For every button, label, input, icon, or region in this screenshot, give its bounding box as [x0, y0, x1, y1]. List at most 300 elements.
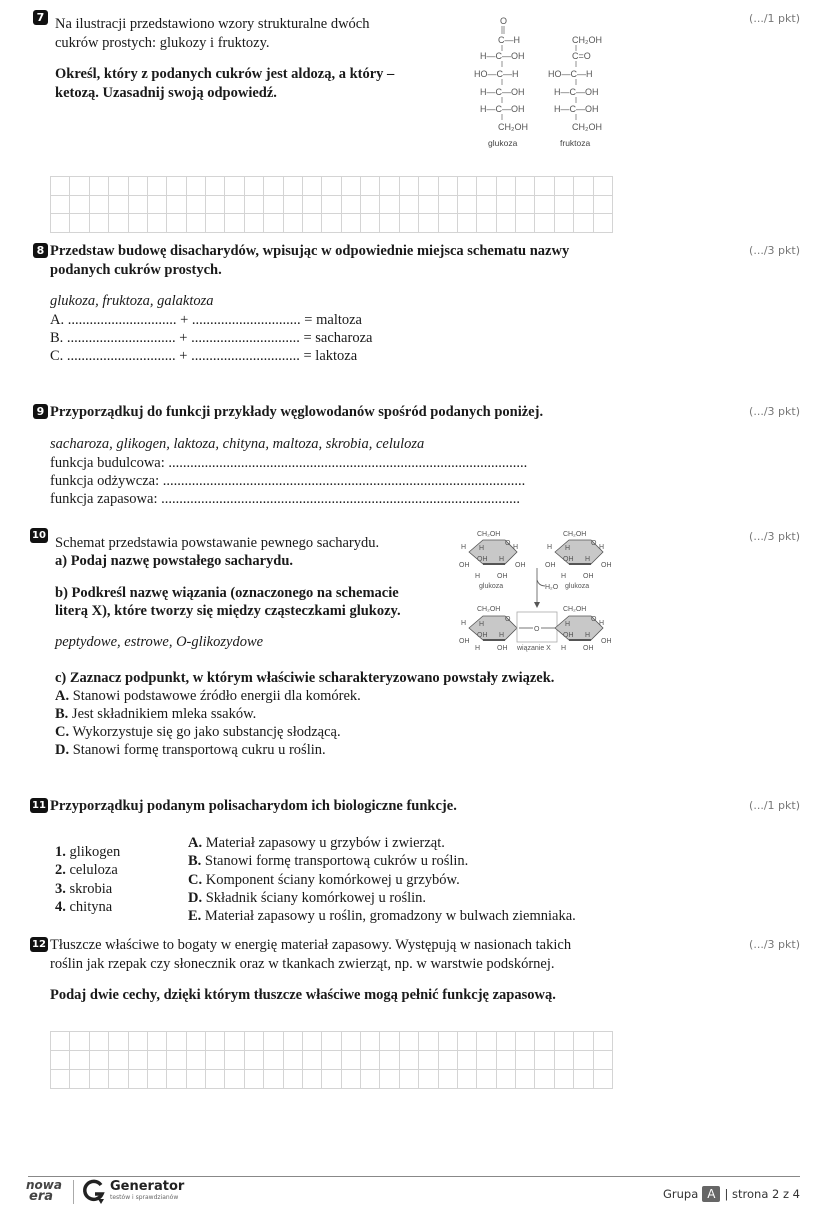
grid-cell[interactable] [458, 214, 477, 233]
grid-cell[interactable] [245, 1051, 264, 1070]
svg-text:OH: OH [459, 638, 470, 645]
grid-cell[interactable] [400, 177, 419, 196]
grid-cell[interactable] [322, 1051, 341, 1070]
grid-cell[interactable] [284, 1051, 303, 1070]
grid-cell[interactable] [497, 177, 516, 196]
answer-option-b[interactable]: B. Jest składnikiem mleka ssaków. [55, 706, 257, 722]
grid-cell[interactable] [109, 1032, 128, 1051]
svg-text:CH₂OH: CH₂OH [477, 531, 501, 538]
points-label: (.../3 pkt) [749, 244, 800, 257]
question-task-a: a) Podaj nazwę powstałego sacharydu. [55, 553, 294, 569]
grid-cell[interactable] [206, 1032, 225, 1051]
svg-text:O: O [591, 616, 597, 623]
fill-row-c[interactable]: C. .............................. + .............................. = laktoza [50, 348, 358, 364]
grid-cell[interactable] [129, 214, 148, 233]
generator-logo-icon [82, 1179, 106, 1205]
answer-grid[interactable] [50, 1031, 613, 1089]
svg-text:OH: OH [583, 573, 594, 580]
grid-cell[interactable] [51, 214, 70, 233]
grid-cell[interactable] [245, 1070, 264, 1089]
svg-text:glukoza: glukoza [479, 583, 504, 590]
grid-cell[interactable] [535, 214, 554, 233]
svg-text:H: H [499, 556, 505, 563]
svg-text:OH: OH [545, 562, 556, 569]
grid-cell[interactable] [516, 1070, 535, 1089]
function-item: E. Materiał zapasowy u roślin, gromadzony w bulwach ziemniaka. [188, 908, 576, 924]
grid-cell[interactable] [129, 1070, 148, 1089]
svg-text:CH₂OH: CH₂OH [572, 122, 602, 132]
grid-cell[interactable] [497, 1051, 516, 1070]
grid-cell[interactable] [380, 214, 399, 233]
grid-cell[interactable] [264, 1070, 283, 1089]
svg-text:O: O [591, 540, 597, 547]
grid-cell[interactable] [361, 1051, 380, 1070]
grid-cell[interactable] [129, 177, 148, 196]
grid-cell[interactable] [109, 177, 128, 196]
question-task: Przyporządkuj podanym polisacharydom ich biologiczne funkcje. [50, 798, 457, 814]
svg-text:H: H [585, 632, 591, 639]
question-number-badge: 9 [33, 404, 48, 419]
grid-cell[interactable] [516, 196, 535, 215]
svg-text:CH₂OH: CH₂OH [572, 35, 602, 45]
grid-cell[interactable] [342, 214, 361, 233]
grid-cell[interactable] [284, 214, 303, 233]
svg-text:H: H [513, 544, 519, 551]
grid-cell[interactable] [594, 1070, 613, 1089]
svg-text:H: H [565, 621, 571, 628]
grid-cell[interactable] [51, 1051, 70, 1070]
svg-text:H—C—OH: H—C—OH [554, 104, 599, 114]
grid-cell[interactable] [70, 1070, 89, 1089]
blank[interactable]: .............................. [66, 330, 176, 346]
svg-text:fruktoza: fruktoza [560, 138, 591, 148]
blank[interactable]: .............................. [66, 348, 176, 364]
grid-cell[interactable] [322, 1032, 341, 1051]
grid-cell[interactable] [206, 214, 225, 233]
blank[interactable]: .............................. [67, 312, 177, 328]
question-intro: roślin jak rzepak czy słonecznik oraz w tkankach zwierząt, np. w warstwie podskórnej. [50, 956, 555, 972]
question-task: Określ, który z podanych cukrów jest aldozą, a który – [55, 66, 395, 82]
grid-cell[interactable] [400, 1032, 419, 1051]
grid-cell[interactable] [284, 196, 303, 215]
grid-cell[interactable] [342, 1070, 361, 1089]
grid-cell[interactable] [90, 1051, 109, 1070]
question-number-badge: 8 [33, 243, 48, 258]
svg-text:H: H [475, 573, 481, 580]
svg-text:OH: OH [601, 638, 612, 645]
grid-cell[interactable] [70, 1032, 89, 1051]
grid-cell[interactable] [361, 214, 380, 233]
grid-cell[interactable] [264, 177, 283, 196]
grid-cell[interactable] [361, 177, 380, 196]
options-list: sacharoza, glikogen, laktoza, chityna, maltoza, skrobia, celuloza [50, 436, 425, 452]
grid-cell[interactable] [245, 214, 264, 233]
answer-grid[interactable] [50, 176, 613, 233]
group-badge: A [702, 1186, 720, 1202]
grid-cell[interactable] [206, 196, 225, 215]
question-task-b: b) Podkreśl nazwę wiązania (oznaczonego na schemacie [55, 585, 399, 601]
grid-cell[interactable] [129, 1051, 148, 1070]
grid-cell[interactable] [187, 214, 206, 233]
points-label: (.../1 pkt) [749, 799, 800, 812]
svg-text:O: O [534, 626, 540, 633]
question-number-badge: 11 [30, 798, 48, 813]
svg-text:glukoza: glukoza [565, 583, 590, 590]
blank[interactable]: .............................. [191, 348, 300, 364]
svg-text:H: H [565, 545, 571, 552]
svg-text:H: H [561, 573, 567, 580]
question-intro: Tłuszcze właściwe to bogaty w energię materiał zapasowy. Występują w nasionach takich [50, 937, 572, 953]
grid-cell[interactable] [322, 1070, 341, 1089]
svg-text:CH₂OH: CH₂OH [477, 606, 501, 613]
grid-cell[interactable] [167, 196, 186, 215]
grid-cell[interactable] [264, 214, 283, 233]
nowa-era-logo: nowa era [26, 1178, 62, 1204]
blank[interactable]: .............................. [191, 312, 301, 328]
grid-cell[interactable] [574, 196, 593, 215]
grid-cell[interactable] [167, 1032, 186, 1051]
polysaccharide-item: 4. chityna [55, 899, 113, 915]
grid-cell[interactable] [458, 196, 477, 215]
grid-cell[interactable] [148, 1070, 167, 1089]
svg-text:H: H [461, 544, 467, 551]
grid-cell[interactable] [477, 177, 496, 196]
grid-cell[interactable] [206, 177, 225, 196]
svg-text:HO—C—H: HO—C—H [548, 69, 593, 79]
svg-text:H—C—OH: H—C—OH [554, 87, 599, 97]
grid-cell[interactable] [167, 1051, 186, 1070]
svg-text:OH: OH [477, 556, 488, 563]
grid-cell[interactable] [555, 1032, 574, 1051]
grid-cell[interactable] [284, 1032, 303, 1051]
grid-cell[interactable] [303, 214, 322, 233]
fill-row-b[interactable]: B. .............................. + .............................. = sacharoza [50, 330, 373, 346]
svg-text:OH: OH [601, 562, 612, 569]
function-item: D. Składnik ściany komórkowej u roślin. [188, 890, 427, 906]
grid-cell[interactable] [109, 1051, 128, 1070]
grid-cell[interactable] [187, 1032, 206, 1051]
svg-text:C—H: C—H [498, 35, 520, 45]
grid-cell[interactable] [129, 196, 148, 215]
answer-option-d[interactable]: D. Stanowi formę transportową cukru u roślin. [55, 742, 326, 758]
grid-cell[interactable] [497, 196, 516, 215]
grid-cell[interactable] [535, 1070, 554, 1089]
grid-cell[interactable] [167, 214, 186, 233]
generator-logo-text: Generator testów i sprawdzianów [110, 1179, 185, 1201]
grid-cell[interactable] [380, 177, 399, 196]
grid-cell[interactable] [361, 1070, 380, 1089]
grid-cell[interactable] [555, 214, 574, 233]
grid-cell[interactable] [303, 177, 322, 196]
grid-cell[interactable] [90, 1032, 109, 1051]
grid-cell[interactable] [477, 1070, 496, 1089]
grid-cell[interactable] [594, 1032, 613, 1051]
grid-cell[interactable] [477, 214, 496, 233]
grid-cell[interactable] [380, 1070, 399, 1089]
grid-cell[interactable] [380, 196, 399, 215]
svg-text:H: H [475, 645, 481, 652]
grid-cell[interactable] [535, 196, 554, 215]
bond-options[interactable]: peptydowe, estrowe, O-glikozydowe [55, 634, 264, 650]
grid-cell[interactable] [574, 177, 593, 196]
question-task: Podaj dwie cechy, dzięki którym tłuszcze właściwe mogą pełnić funkcję zapasową. [50, 987, 556, 1003]
footer-divider [28, 1176, 800, 1177]
svg-text:OH: OH [563, 556, 574, 563]
grid-cell[interactable] [419, 1032, 438, 1051]
grid-cell[interactable] [439, 1051, 458, 1070]
grid-cell[interactable] [322, 196, 341, 215]
fill-row-zapasowa[interactable]: funkcja zapasowa: ................................................................................................... [50, 491, 520, 507]
disaccharide-formation-diagram [455, 528, 620, 653]
grid-cell[interactable] [574, 1032, 593, 1051]
grid-cell[interactable] [439, 1032, 458, 1051]
grid-cell[interactable] [148, 1051, 167, 1070]
grid-cell[interactable] [51, 1070, 70, 1089]
grid-cell[interactable] [284, 1070, 303, 1089]
options-list: glukoza, fruktoza, galaktoza [50, 293, 214, 309]
question-task: podanych cukrów prostych. [50, 262, 222, 278]
grid-cell[interactable] [400, 1051, 419, 1070]
grid-cell[interactable] [419, 1051, 438, 1070]
grid-cell[interactable] [245, 1032, 264, 1051]
grid-cell[interactable] [225, 177, 244, 196]
grid-cell[interactable] [497, 1070, 516, 1089]
grid-cell[interactable] [439, 1070, 458, 1089]
polysaccharide-item: 3. skrobia [55, 881, 113, 897]
answer-option-c[interactable]: C. Wykorzystuje się go jako substancję słodzącą. [55, 724, 341, 740]
question-number-badge: 12 [30, 937, 48, 952]
grid-cell[interactable] [380, 1032, 399, 1051]
question-number-badge: 10 [30, 528, 48, 543]
question-task: Przedstaw budowę disacharydów, wpisując w odpowiednie miejsca schematu nazwy [50, 243, 570, 259]
polysaccharide-item: 2. celuloza [55, 862, 118, 878]
svg-text:wiązanie X: wiązanie X [517, 645, 551, 652]
grid-cell[interactable] [129, 1032, 148, 1051]
grid-cell[interactable] [148, 214, 167, 233]
grid-cell[interactable] [148, 177, 167, 196]
svg-text:OH: OH [563, 632, 574, 639]
grid-cell[interactable] [535, 177, 554, 196]
grid-cell[interactable] [225, 1051, 244, 1070]
grid-cell[interactable] [458, 1051, 477, 1070]
question-intro: Schemat przedstawia powstawanie pewnego sacharydu. [55, 535, 380, 551]
svg-text:glukoza: glukoza [488, 138, 518, 148]
glucose-fructose-structure-figure [468, 14, 618, 152]
grid-cell[interactable] [264, 1032, 283, 1051]
grid-cell[interactable] [167, 177, 186, 196]
grid-cell[interactable] [70, 196, 89, 215]
function-item: C. Komponent ściany komórkowej u grzybów. [188, 872, 460, 888]
page-info: Grupa A | strona 2 z 4 [662, 1187, 800, 1201]
fill-row-a[interactable]: A. .............................. + .............................. = maltoza [50, 312, 362, 328]
grid-cell[interactable] [303, 1070, 322, 1089]
grid-cell[interactable] [70, 177, 89, 196]
grid-cell[interactable] [90, 177, 109, 196]
grid-cell[interactable] [187, 196, 206, 215]
logo-separator [73, 1180, 74, 1204]
svg-text:H—C—OH: H—C—OH [480, 104, 525, 114]
svg-text:H: H [585, 556, 591, 563]
grid-cell[interactable] [497, 214, 516, 233]
blank[interactable]: ................................................................................................... [161, 491, 520, 507]
blank[interactable]: .................................................................................................... [162, 473, 526, 489]
grid-cell[interactable] [516, 214, 535, 233]
grid-cell[interactable] [535, 1051, 554, 1070]
question-task: Przyporządkuj do funkcji przykłady węglowodanów spośród podanych poniżej. [50, 404, 544, 420]
grid-cell[interactable] [187, 177, 206, 196]
grid-cell[interactable] [458, 1070, 477, 1089]
grid-cell[interactable] [342, 196, 361, 215]
grid-cell[interactable] [555, 1051, 574, 1070]
grid-cell[interactable] [90, 1070, 109, 1089]
grid-cell[interactable] [70, 214, 89, 233]
grid-cell[interactable] [148, 196, 167, 215]
svg-text:CH₂OH: CH₂OH [563, 606, 587, 613]
grid-cell[interactable] [109, 196, 128, 215]
svg-text:H: H [599, 620, 605, 627]
svg-text:H: H [479, 545, 485, 552]
fill-row-odzywcza[interactable]: funkcja odżywcza: .................................................................................................... [50, 473, 526, 489]
grid-cell[interactable] [516, 1051, 535, 1070]
svg-text:OH: OH [497, 573, 508, 580]
grid-cell[interactable] [206, 1051, 225, 1070]
svg-text:H: H [499, 632, 505, 639]
svg-text:CH₂OH: CH₂OH [563, 531, 587, 538]
grid-cell[interactable] [574, 214, 593, 233]
grid-cell[interactable] [225, 214, 244, 233]
grid-cell[interactable] [284, 177, 303, 196]
grid-cell[interactable] [342, 1051, 361, 1070]
svg-text:OH: OH [497, 645, 508, 652]
grid-cell[interactable] [187, 1070, 206, 1089]
fill-row-budulcowa[interactable]: funkcja budulcowa: ................................................................................................... [50, 455, 528, 471]
grid-cell[interactable] [516, 177, 535, 196]
question-task: ketozą. Uzasadnij swoją odpowiedź. [55, 85, 277, 101]
svg-text:H—C—OH: H—C—OH [480, 51, 525, 61]
grid-cell[interactable] [206, 1070, 225, 1089]
svg-text:OH: OH [477, 632, 488, 639]
grid-cell[interactable] [535, 1032, 554, 1051]
grid-cell[interactable] [555, 1070, 574, 1089]
grid-cell[interactable] [51, 196, 70, 215]
svg-text:H—C—OH: H—C—OH [480, 87, 525, 97]
svg-text:O: O [505, 540, 511, 547]
grid-cell[interactable] [419, 196, 438, 215]
grid-cell[interactable] [400, 214, 419, 233]
blank[interactable]: ................................................................................................... [168, 455, 528, 471]
blank[interactable]: .............................. [191, 330, 300, 346]
question-task-b: literą X), które tworzy się między cząsteczkami glukozy. [55, 603, 401, 619]
grid-cell[interactable] [264, 1051, 283, 1070]
function-item: A. Materiał zapasowy u grzybów i zwierząt. [188, 835, 445, 851]
grid-cell[interactable] [167, 1070, 186, 1089]
grid-cell[interactable] [419, 214, 438, 233]
grid-cell[interactable] [380, 1051, 399, 1070]
grid-cell[interactable] [70, 1051, 89, 1070]
grid-cell[interactable] [148, 1032, 167, 1051]
svg-text:CH₂OH: CH₂OH [498, 122, 528, 132]
grid-cell[interactable] [477, 196, 496, 215]
svg-text:H: H [561, 645, 567, 652]
grid-cell[interactable] [245, 196, 264, 215]
grid-cell[interactable] [594, 1051, 613, 1070]
grid-cell[interactable] [225, 1032, 244, 1051]
grid-cell[interactable] [342, 177, 361, 196]
svg-text:OH: OH [583, 645, 594, 652]
grid-cell[interactable] [594, 214, 613, 233]
grid-cell[interactable] [245, 177, 264, 196]
grid-cell[interactable] [187, 1051, 206, 1070]
grid-cell[interactable] [516, 1032, 535, 1051]
grid-cell[interactable] [361, 196, 380, 215]
grid-cell[interactable] [555, 177, 574, 196]
svg-text:H: H [479, 621, 485, 628]
points-label: (.../1 pkt) [749, 12, 800, 25]
grid-cell[interactable] [51, 177, 70, 196]
grid-cell[interactable] [477, 1032, 496, 1051]
grid-cell[interactable] [225, 1070, 244, 1089]
svg-text:H: H [547, 544, 553, 551]
svg-text:H: H [599, 544, 605, 551]
points-label: (.../3 pkt) [749, 405, 800, 418]
grid-cell[interactable] [594, 177, 613, 196]
grid-cell[interactable] [574, 1051, 593, 1070]
function-item: B. Stanowi formę transportową cukrów u roślin. [188, 853, 469, 869]
grid-cell[interactable] [109, 1070, 128, 1089]
grid-cell[interactable] [51, 1032, 70, 1051]
svg-text:HO—C—H: HO—C—H [474, 69, 519, 79]
answer-option-a[interactable]: A. Stanowi podstawowe źródło energii dla komórek. [55, 688, 361, 704]
grid-cell[interactable] [322, 177, 341, 196]
question-intro: Na ilustracji przedstawiono wzory strukturalne dwóch [55, 16, 370, 32]
grid-cell[interactable] [400, 1070, 419, 1089]
grid-cell[interactable] [342, 1032, 361, 1051]
svg-text:OH: OH [515, 562, 526, 569]
grid-cell[interactable] [90, 196, 109, 215]
grid-cell[interactable] [361, 1032, 380, 1051]
grid-cell[interactable] [225, 196, 244, 215]
grid-cell[interactable] [497, 1032, 516, 1051]
grid-cell[interactable] [109, 214, 128, 233]
polysaccharide-item: 1. glikogen [55, 844, 121, 860]
grid-cell[interactable] [322, 214, 341, 233]
svg-text:O: O [505, 616, 511, 623]
grid-cell[interactable] [419, 1070, 438, 1089]
points-label: (.../3 pkt) [749, 530, 800, 543]
grid-cell[interactable] [90, 214, 109, 233]
svg-text:OH: OH [459, 562, 470, 569]
grid-cell[interactable] [303, 196, 322, 215]
question-number-badge: 7 [33, 10, 48, 25]
question-intro: cukrów prostych: glukozy i fruktozy. [55, 35, 270, 51]
grid-cell[interactable] [439, 196, 458, 215]
grid-cell[interactable] [458, 1032, 477, 1051]
grid-cell[interactable] [303, 1051, 322, 1070]
grid-cell[interactable] [458, 177, 477, 196]
grid-cell[interactable] [439, 177, 458, 196]
grid-cell[interactable] [264, 196, 283, 215]
points-label: (.../3 pkt) [749, 938, 800, 951]
grid-cell[interactable] [594, 196, 613, 215]
grid-cell[interactable] [303, 1032, 322, 1051]
grid-cell[interactable] [419, 177, 438, 196]
svg-text:O: O [500, 16, 508, 26]
grid-cell[interactable] [574, 1070, 593, 1089]
grid-cell[interactable] [555, 196, 574, 215]
grid-cell[interactable] [400, 196, 419, 215]
grid-cell[interactable] [439, 214, 458, 233]
grid-cell[interactable] [477, 1051, 496, 1070]
